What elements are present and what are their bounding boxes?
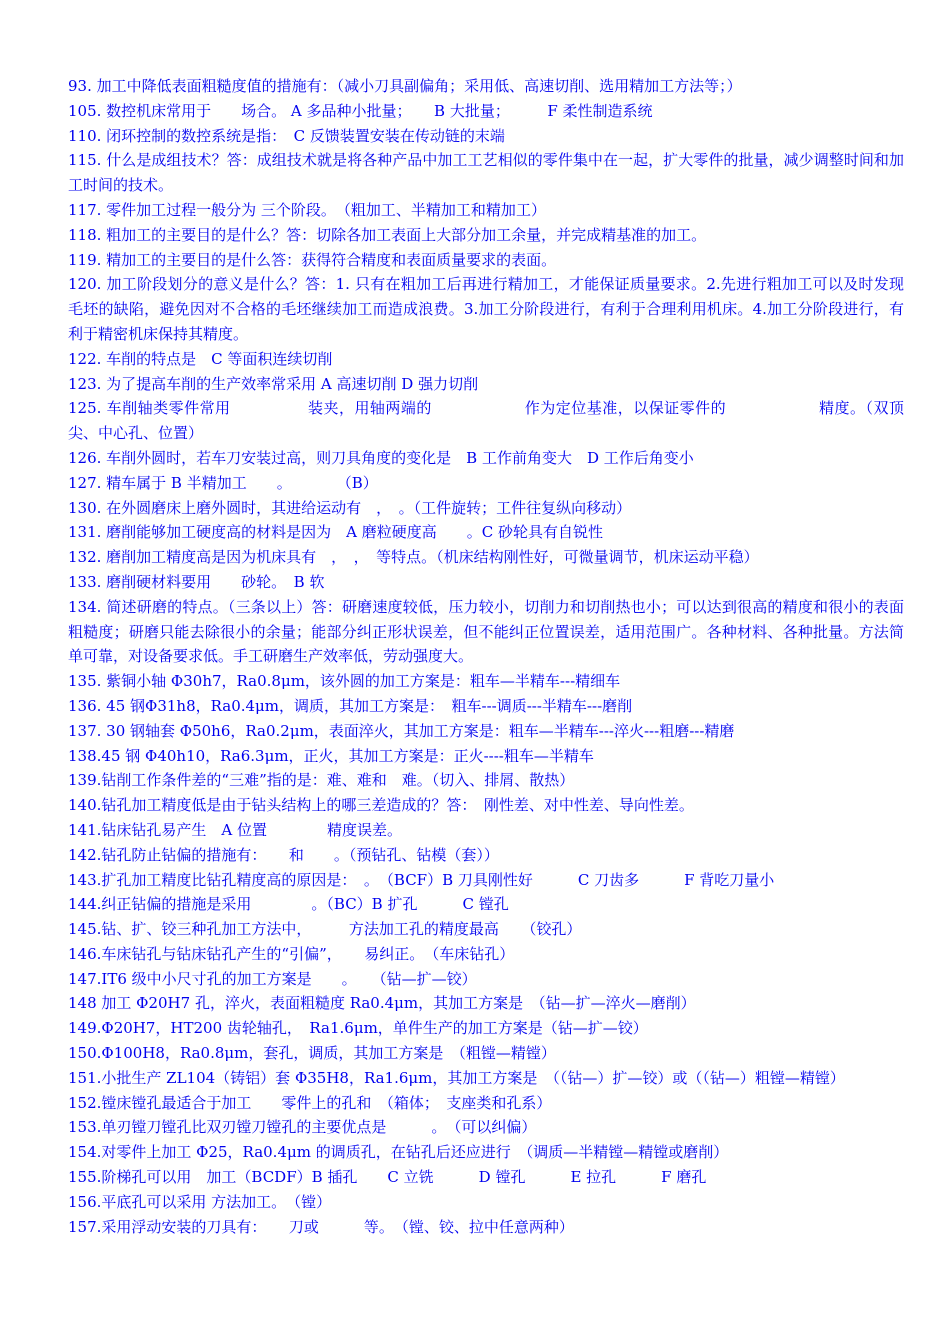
question-146: 146.车床钻孔与钻床钻孔产生的“引偏”， 易纠正。 （车床钻孔） — [68, 944, 515, 963]
question-154: 154.对零件上加工 Φ25，Ra0.4μm 的调质孔，在钻孔后还应进行 （调质—半精镗—精镗或磨削） — [68, 1143, 729, 1162]
question-144: 144.纠正钻偏的措施是采用 。（BC）B 扩孔 C 镗孔 — [68, 895, 509, 914]
question-136: 136. 45 钢Φ31h8，Ra0.4μm，调质，其加工方案是： 粗车---调质---半精车---磨削 — [68, 696, 633, 715]
question-134: 134. 简述研磨的特点。（三条以上）答：研磨速度较低，压力较小，切削力和切削热也小；可以达到很高的精度和很小的表面粗糙度；研磨只能去除很小的余量；能部分纠正形状误差，但不能纠正位置误差，适用范围广。各种材料、各种批量。方法简单可靠，对设备要求低。手工研磨生产效率低，劳动强度大。 — [68, 597, 904, 666]
question-118: 118. 粗加工的主要目的是什么？答：切除各加工表面上大部分加工余量，并完成精基准的加工。 — [68, 225, 707, 244]
question-125: 125. 车削轴类零件常用 装夹，用轴两端的 作为定位基准，以保证零件的 精度。（双顶尖、中心孔、位置） — [68, 399, 904, 443]
question-132: 132. 磨削加工精度高是因为机床具有 ， ， 等特点。（机床结构刚性好，可微量调节，机床运动平稳） — [68, 548, 759, 567]
question-153: 153.单刃镗刀镗孔比双刃镗刀镗孔的主要优点是 。 （可以纠偏） — [68, 1118, 537, 1137]
question-140: 140.钻孔加工精度低是由于钻头结构上的哪三差造成的？答： 刚性差、对中性差、导向性差。 — [68, 796, 694, 815]
question-127: 127. 精车属于 B 半精加工 。 （B） — [68, 473, 378, 492]
question-150: 150.Φ100H8，Ra0.8μm，套孔，调质，其加工方案是 （粗镗—精镗） — [68, 1044, 556, 1063]
question-155: 155.阶梯孔可以用 加工（BCDF）B 插孔 C 立铣 D 镗孔 E 拉孔 F 磨孔 — [68, 1168, 707, 1187]
question-152: 152.镗床镗孔最适合于加工 零件上的孔和 （箱体； 支座类和孔系） — [68, 1093, 552, 1112]
question-105: 105. 数控机床常用于 场合。 A 多品种小批量； B 大批量； F 柔性制造系统 — [68, 101, 653, 120]
question-141: 141.钻床钻孔易产生 A 位置 精度误差。 — [68, 820, 403, 839]
question-110: 110. 闭环控制的数控系统是指： C 反馈装置安装在传动链的末端 — [68, 126, 505, 145]
question-137: 137. 30 钢轴套 Φ50h6，Ra0.2μm，表面淬火，其加工方案是：粗车—半精车---淬火---粗磨---精磨 — [68, 721, 735, 740]
question-138: 138.45 钢 Φ40h10，Ra6.3μm，正火，其加工方案是：正火----粗车—半精车 — [68, 746, 594, 765]
question-123: 123. 为了提高车削的生产效率常采用 A 高速切削 D 强力切削 — [68, 374, 479, 393]
question-126: 126. 车削外圆时，若车刀安装过高，则刀具角度的变化是 B 工作前角变大 D 工作后角变小 — [68, 448, 694, 467]
question-149: 149.Φ20H7，HT200 齿轮轴孔， Ra1.6μm，单件生产的加工方案是（钻—扩—铰） — [68, 1019, 648, 1038]
question-122: 122. 车削的特点是 C 等面积连续切削 — [68, 349, 333, 368]
question-151: 151.小批生产 ZL104（铸铝）套 Φ35H8，Ra1.6μm，其加工方案是 （（钻—）扩—铰）或（（钻—）粗镗—精镗） — [68, 1068, 845, 1087]
question-139: 139.钻削工作条件差的“三难”指的是：难、难和 难。（切入、排屑、散热） — [68, 771, 575, 790]
question-133: 133. 磨削硬材料要用 砂轮。 B 软 — [68, 572, 325, 591]
question-142: 142.钻孔防止钻偏的措施有： 和 。（预钻孔、钻模（套）） — [68, 845, 499, 864]
question-131: 131. 磨削能够加工硬度高的材料是因为 A 磨粒硬度高 。C 砂轮具有自锐性 — [68, 523, 604, 542]
question-156: 156.平底孔可以采用 方法加工。 （镗） — [68, 1192, 332, 1211]
question-115: 115. 什么是成组技术？答：成组技术就是将各种产品中加工工艺相似的零件集中在一起，扩大零件的批量，减少调整时间和加工时间的技术。 — [68, 151, 904, 195]
question-145: 145.钻、扩、铰三种孔加工方法中， 方法加工孔的精度最高 （铰孔） — [68, 920, 582, 939]
question-117: 117. 零件加工过程一般分为 三个阶段。 （粗加工、半精加工和精加工） — [68, 200, 546, 219]
question-130: 130. 在外圆磨床上磨外圆时，其进给运动有 ， 。（工件旋转；工件往复纵向移动） — [68, 498, 632, 517]
document-body — [68, 74, 904, 1239]
question-147: 147.IT6 级中小尺寸孔的加工方案是 。 （钻—扩—铰） — [68, 969, 477, 988]
question-119: 119. 精加工的主要目的是什么答：获得符合精度和表面质量要求的表面。 — [68, 250, 557, 269]
question-120: 120. 加工阶段划分的意义是什么？答：1. 只有在粗加工后再进行精加工，才能保证质量要求。2.先进行粗加工可以及时发现毛坯的缺陷，避免因对不合格的毛坯继续加工而造成浪费。3.加工分阶段进行，有利于合理利用机床。4.加工分阶段进行，有利于精密机床保持其精度。 — [68, 275, 904, 343]
question-143: 143.扩孔加工精度比钻孔精度高的原因是： 。 （BCF）B 刀具刚性好 C 刀齿多 F 背吃刀量小 — [68, 870, 775, 889]
question-93: 93. 加工中降低表面粗糙度值的措施有：（减小刀具副偏角；采用低、高速切削、选用精加工方法等；） — [68, 77, 742, 95]
question-135: 135. 紫铜小轴 Φ30h7，Ra0.8μm，该外圆的加工方案是：粗车—半精车---精细车 — [68, 672, 621, 691]
question-148: 148 加工 Φ20H7 孔，淬火，表面粗糙度 Ra0.4μm，其加工方案是 （钻—扩—淬火—磨削） — [68, 994, 696, 1013]
question-157: 157.采用浮动安装的刀具有： 刀或 等。 （镗、铰、拉中任意两种） — [68, 1217, 574, 1236]
